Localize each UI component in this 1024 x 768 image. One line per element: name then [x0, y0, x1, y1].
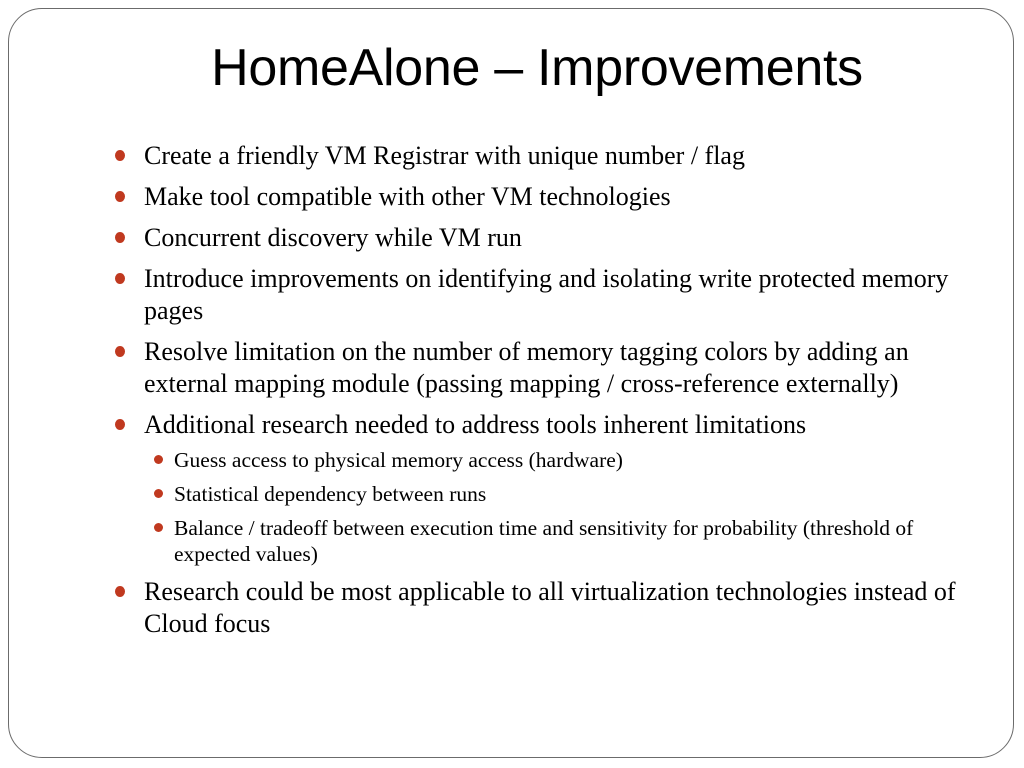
- bullet-item: [112, 576, 982, 640]
- sub-bullet-text: Guess access to physical memory access (hardware): [174, 448, 623, 472]
- bullet-text: Resolve limitation on the number of memory tagging colors by adding an external mapping module (passing mapping / cross-reference externally): [144, 337, 909, 398]
- bullet-dot-icon: [115, 346, 125, 357]
- slide-content: [112, 140, 982, 649]
- bullet-dot-icon: [115, 150, 125, 161]
- sub-bullet-item: [144, 481, 982, 507]
- slide-title: HomeAlone – Improvements: [211, 39, 863, 97]
- sub-bullet-dot-icon: [154, 455, 163, 464]
- bullet-text: Concurrent discovery while VM run: [144, 223, 522, 252]
- bullet-list: [112, 140, 982, 640]
- bullet-item: [112, 181, 982, 213]
- sub-bullet-text: Balance / tradeoff between execution time and sensitivity for probability (threshold of expected values): [174, 516, 914, 566]
- bullet-dot-icon: [115, 232, 125, 243]
- bullet-item: [112, 140, 982, 172]
- sub-bullet-text: Statistical dependency between runs: [174, 482, 487, 506]
- bullet-text: Create a friendly VM Registrar with unique number / flag: [144, 141, 745, 170]
- bullet-item: [112, 409, 982, 567]
- sub-bullet-dot-icon: [154, 523, 163, 532]
- sub-bullet-item: [144, 515, 982, 567]
- bullet-dot-icon: [115, 419, 125, 430]
- bullet-text: Make tool compatible with other VM technologies: [144, 182, 671, 211]
- bullet-dot-icon: [115, 586, 125, 597]
- bullet-text: Additional research needed to address tools inherent limitations: [144, 410, 807, 439]
- sub-bullet-item: [144, 447, 982, 473]
- bullet-dot-icon: [115, 273, 125, 284]
- bullet-item: [112, 336, 982, 400]
- bullet-item: [112, 222, 982, 254]
- bullet-dot-icon: [115, 191, 125, 202]
- bullet-text: Research could be most applicable to all virtualization technologies instead of Cloud focus: [144, 577, 956, 638]
- sub-bullet-list: [144, 447, 982, 567]
- bullet-text: Introduce improvements on identifying and isolating write protected memory pages: [144, 264, 949, 325]
- bullet-item: [112, 263, 982, 327]
- sub-bullet-dot-icon: [154, 489, 163, 498]
